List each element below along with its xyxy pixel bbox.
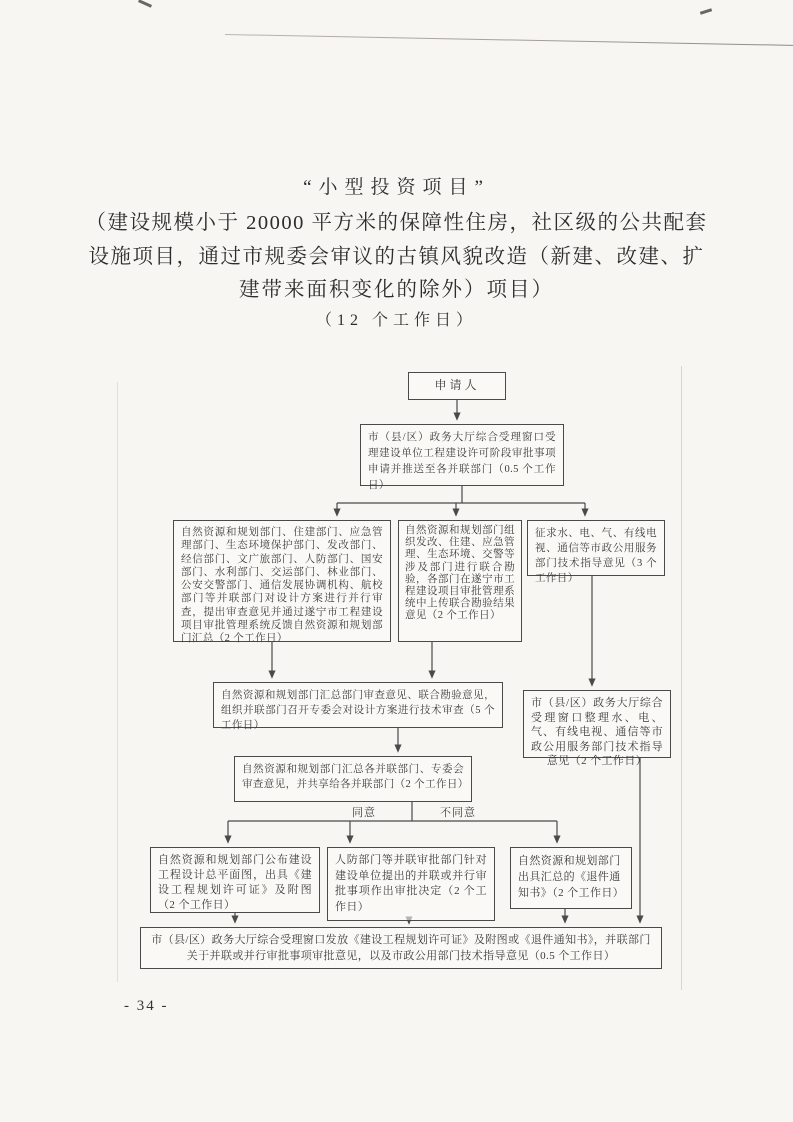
flow-node-share-opinions: 自然资源和规划部门汇总各并联部门、专委会审查意见，并共享给各并联部门（2 个工作日） xyxy=(234,756,472,802)
flow-node-intake-window: 市（县/区）政务大厅综合受理窗口受理建设单位工程建设许可阶段审批事项申请并推送至各并联部门（0.5 个工作日） xyxy=(360,424,564,486)
scan-artifact-line xyxy=(225,34,793,46)
subtitle-line: 设施项目，通过市规委会审议的古镇风貌改造（新建、改建、扩 xyxy=(88,246,705,268)
scan-artifact-right-border xyxy=(681,366,682,990)
subtitle-line: （建设规模小于 20000 平方米的保障性住房，社区级的公共配套 xyxy=(85,212,708,234)
flow-node-joint-survey: 自然资源和规划部门组织发改、住建、应急管理、生态环境、交警等涉及部门进行联合勘验，各部门在遂宁市工程建设项目审批管理系统中上传联合勘验结果意见（2 个工作日） xyxy=(398,520,522,642)
flow-node-delivery: 市（县/区）政务大厅综合受理窗口发放《建设工程规划许可证》及附图或《退件通知书》，并联部门关于并联或并行审批事项审批意见，以及市政公用部门技术指导意见（0.5 个工作日） xyxy=(140,927,662,969)
page-title: “小型投资项目” xyxy=(303,177,490,198)
branch-label-agree: 同意 xyxy=(352,807,376,819)
scan-artifact-mark xyxy=(700,8,712,15)
flow-node-summary-review: 自然资源和规划部门汇总部门审查意见、联合勘验意见，组织并联部门召开专委会对设计方案进行技术审查（5 个工作日） xyxy=(213,682,503,728)
flow-node-parallel-review: 自然资源和规划部门、住建部门、应急管理部门、生态环境保护部门、发改部门、经信部门、文广旅部门、人防部门、国安部门、水利部门、交运部门、林业部门、公安交警部门、通信发展协调机构、航校部门等并联部门对设计方案进行并行审查，提出审查意见并通过遂宁市工程建设项目审批管理系统反馈自然资源和规划部门汇总（2 个工作日） xyxy=(173,520,391,642)
scan-artifact-mark xyxy=(138,0,152,8)
flow-node-reject-notice: 自然资源和规划部门出具汇总的《退件通知书》（2 个工作日） xyxy=(510,847,632,909)
flow-node-applicant: 申请人 xyxy=(408,372,506,400)
duration-note: （12 个工作日） xyxy=(315,312,477,329)
flow-node-joint-approval: 人防部门等并联审批部门针对建设单位提出的并联或并行审批事项作出审批决定（2 个工作日） xyxy=(327,847,495,921)
flow-node-issue-permit: 自然资源和规划部门公布建设工程设计总平面图，出具《建设工程规划许可证》及附图（2 个工作日） xyxy=(150,847,320,913)
subtitle-line: 建带来面积变化的除外）项目） xyxy=(239,279,554,301)
flow-node-collate-utilities: 市（县/区）政务大厅综合受理窗口整理水、电、气、有线电视、通信等市政公用服务部门技术指导意见（2 个工作日） xyxy=(523,690,671,758)
scan-artifact-left-border xyxy=(117,382,118,982)
branch-label-disagree: 不同意 xyxy=(440,807,476,819)
page-number: - 34 - xyxy=(124,998,169,1014)
flow-node-consult-utilities: 征求水、电、气、有线电视、通信等市政公用服务部门技术指导意见（3 个工作日） xyxy=(527,520,665,576)
